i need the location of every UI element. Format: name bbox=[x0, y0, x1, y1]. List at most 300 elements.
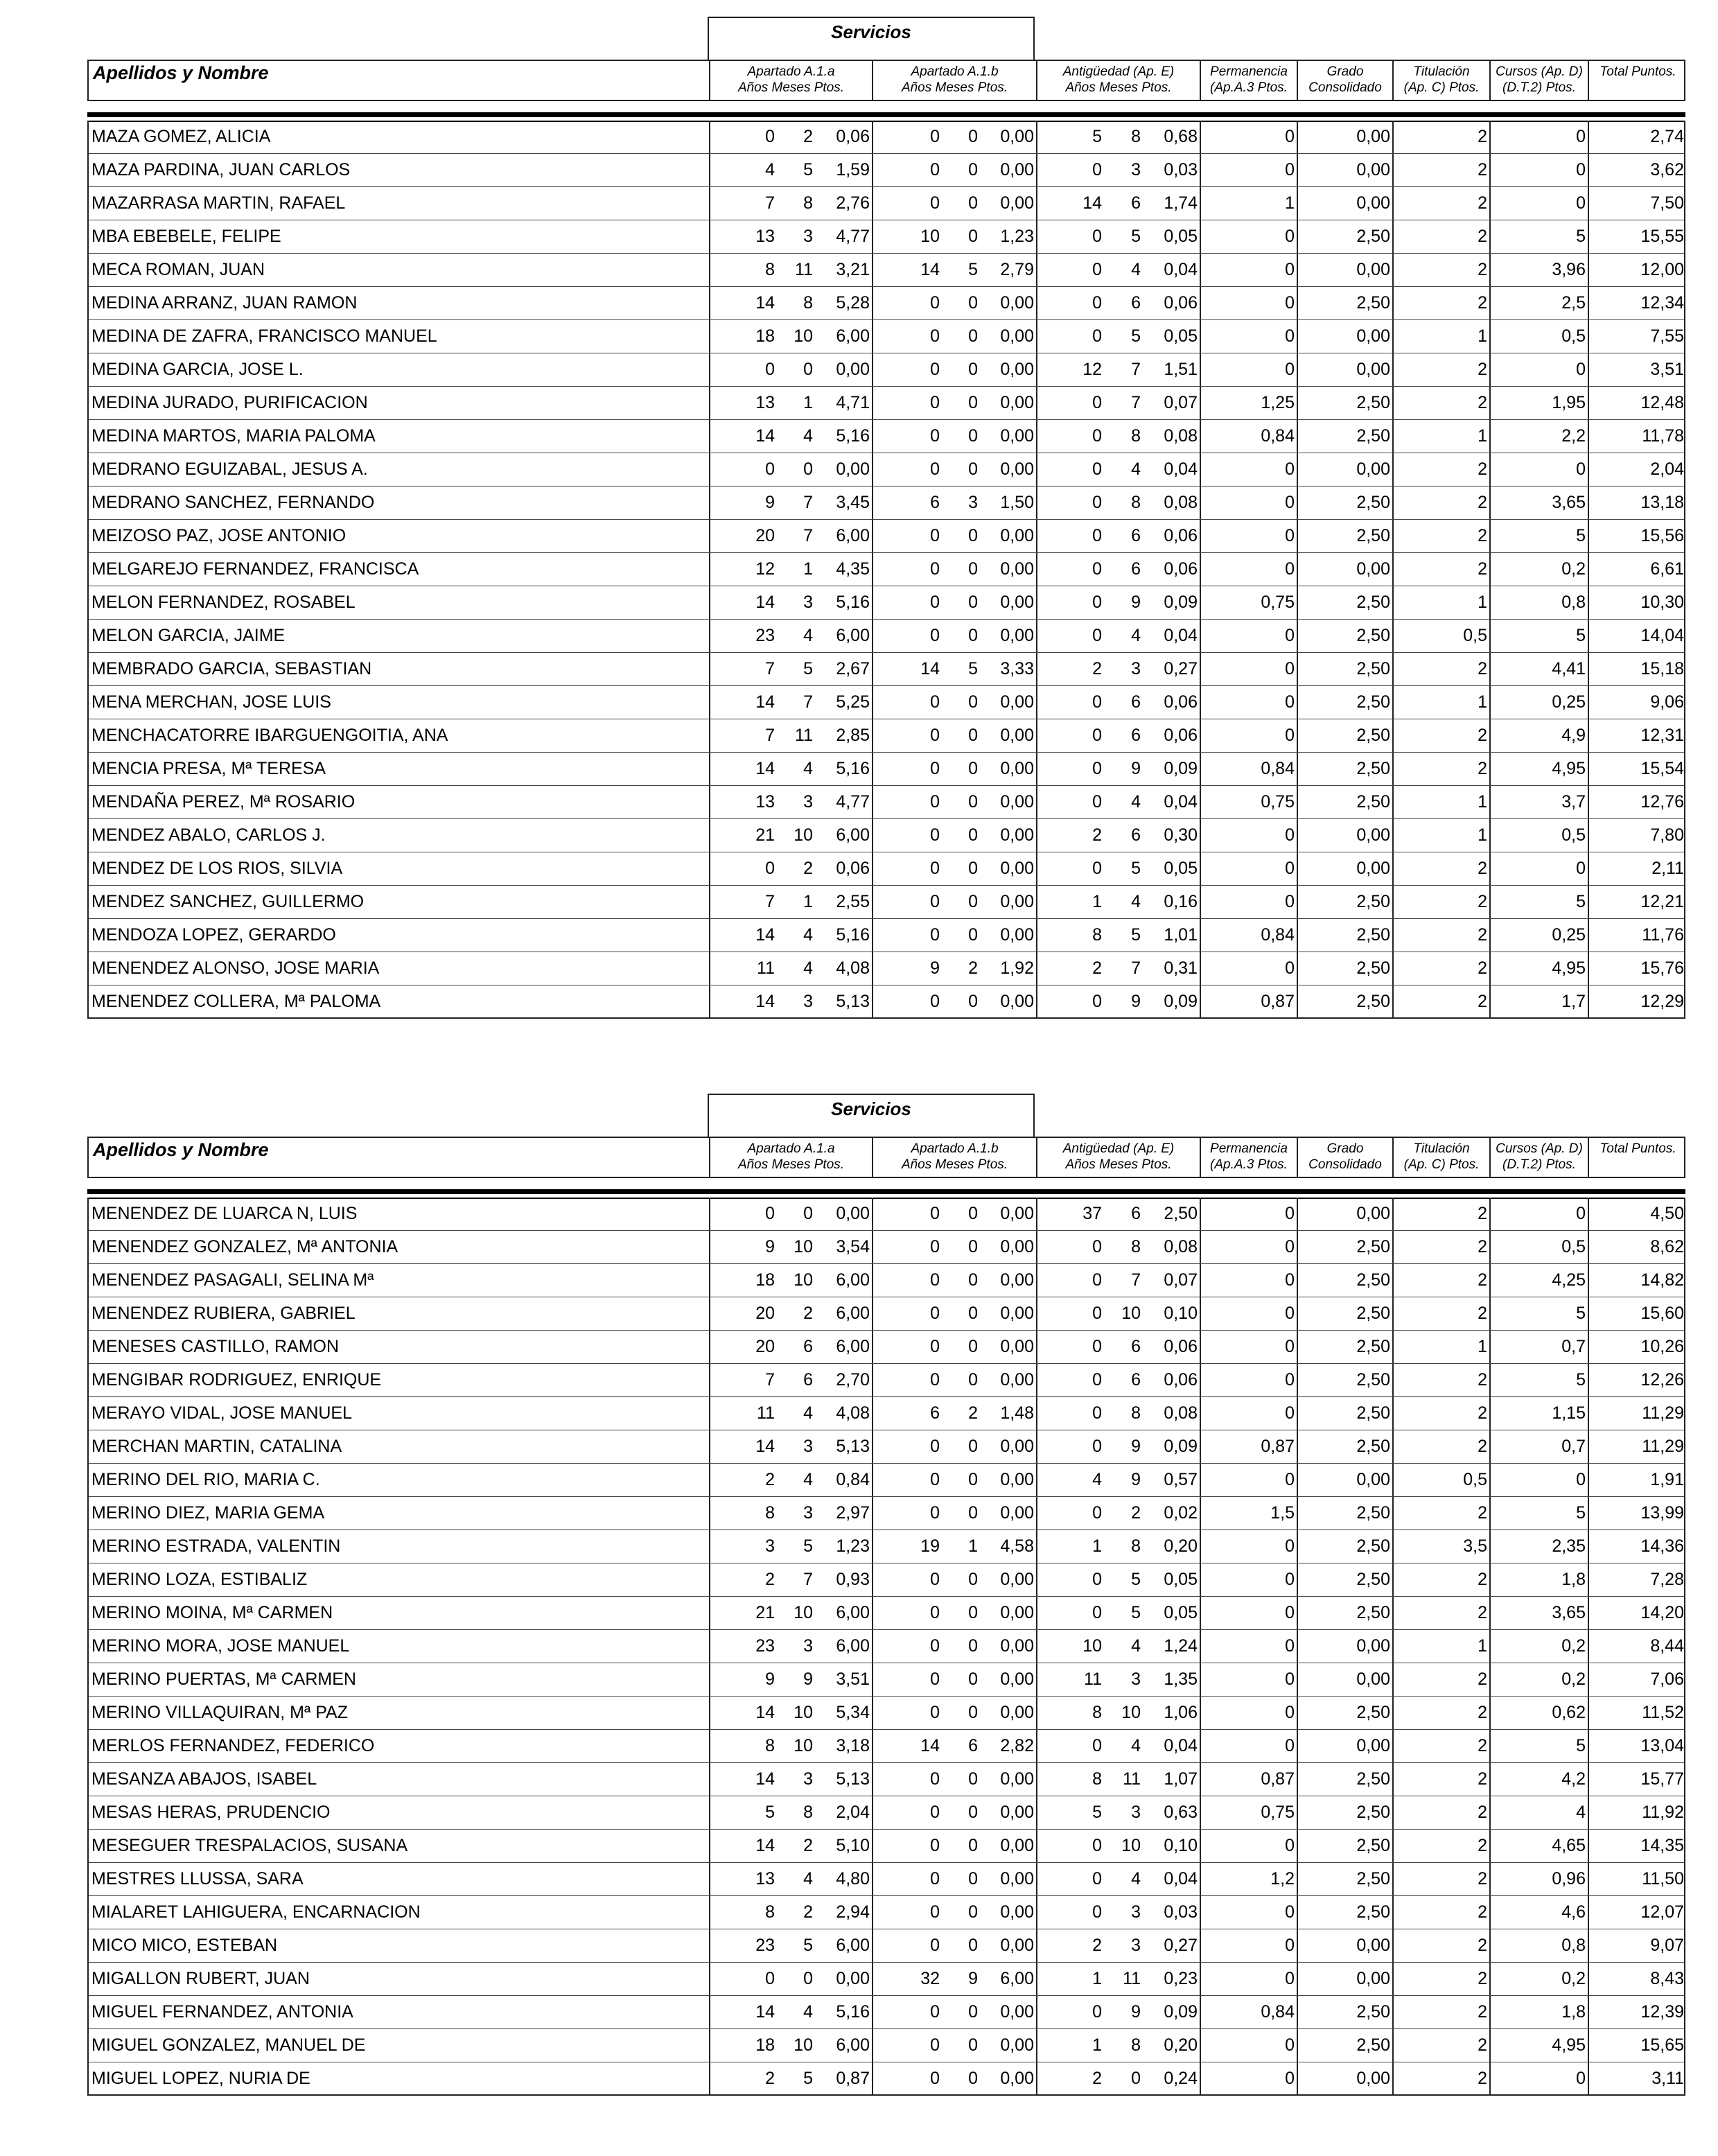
column-divider bbox=[1489, 220, 1491, 253]
value-cell: 3,5 bbox=[1463, 1536, 1487, 1556]
employee-name: MENDOZA LOPEZ, GERARDO bbox=[91, 925, 336, 945]
column-divider bbox=[1392, 1297, 1394, 1330]
value-cell: 18 bbox=[755, 326, 775, 346]
value-cell: 0,00 bbox=[1000, 1936, 1034, 1955]
value-cell: 7,80 bbox=[1650, 825, 1684, 845]
column-divider bbox=[709, 1929, 710, 1962]
column-divider bbox=[1489, 1397, 1491, 1430]
value-cell: 4 bbox=[803, 925, 813, 945]
column-divider bbox=[872, 719, 873, 752]
value-cell: 0 bbox=[930, 1270, 940, 1290]
column-divider bbox=[1392, 1630, 1394, 1663]
value-cell: 9 bbox=[968, 1969, 978, 1988]
value-cell: 0 bbox=[930, 692, 940, 712]
table-row bbox=[89, 1530, 1684, 1563]
column-divider bbox=[709, 187, 710, 220]
value-cell: 2 bbox=[1478, 659, 1487, 678]
value-cell: 12,48 bbox=[1640, 393, 1684, 412]
value-cell: 2 bbox=[1478, 526, 1487, 545]
value-cell: 2,50 bbox=[1356, 1304, 1390, 1323]
column-divider bbox=[1489, 1497, 1491, 1530]
table-row bbox=[89, 620, 1684, 653]
value-cell: 0 bbox=[930, 393, 940, 412]
column-divider bbox=[1200, 1497, 1201, 1530]
value-cell: 4,95 bbox=[1552, 958, 1586, 978]
value-cell: 0 bbox=[1285, 1570, 1295, 1589]
value-cell: 4 bbox=[1576, 1803, 1586, 1822]
value-cell: 0,84 bbox=[836, 1470, 870, 1489]
value-cell: 0,06 bbox=[836, 859, 870, 878]
value-cell: 6,00 bbox=[836, 2035, 870, 2055]
value-cell: 0 bbox=[1092, 859, 1102, 878]
column-divider bbox=[1036, 520, 1037, 552]
value-cell: 5,34 bbox=[836, 1703, 870, 1722]
value-cell: 0 bbox=[1576, 360, 1586, 379]
column-divider bbox=[1392, 952, 1394, 985]
column-divider bbox=[872, 1430, 873, 1463]
column-divider bbox=[1036, 2029, 1037, 2062]
column-divider bbox=[872, 985, 873, 1019]
column-divider bbox=[1489, 852, 1491, 885]
value-cell: 0,00 bbox=[1000, 1304, 1034, 1323]
column-divider bbox=[1200, 753, 1201, 785]
value-cell: 0 bbox=[1285, 493, 1295, 512]
column-divider bbox=[1200, 919, 1201, 952]
value-cell: 2 bbox=[1478, 1803, 1487, 1822]
value-cell: 5 bbox=[1576, 227, 1586, 246]
value-cell: 0 bbox=[1092, 1403, 1102, 1423]
column-divider bbox=[709, 320, 710, 353]
column-divider bbox=[1297, 1597, 1298, 1629]
value-cell: 0,00 bbox=[836, 360, 870, 379]
value-cell: 0 bbox=[968, 1703, 978, 1722]
column-header-8: Total Puntos. bbox=[1588, 61, 1687, 100]
column-divider bbox=[1392, 320, 1394, 353]
value-cell: 0 bbox=[1285, 1703, 1295, 1722]
value-cell: 12,29 bbox=[1640, 992, 1684, 1011]
column-divider bbox=[1297, 753, 1298, 785]
column-divider bbox=[1200, 220, 1201, 253]
value-cell: 3,54 bbox=[836, 1237, 870, 1256]
column-divider bbox=[1200, 1264, 1201, 1297]
value-cell: 14 bbox=[755, 759, 775, 778]
value-cell: 3 bbox=[1131, 659, 1141, 678]
column-divider bbox=[1200, 353, 1201, 386]
column-divider bbox=[1588, 220, 1589, 253]
value-cell: 1 bbox=[1092, 1536, 1102, 1556]
value-cell: 1 bbox=[1478, 426, 1487, 446]
value-cell: 0,09 bbox=[1164, 2002, 1198, 2022]
value-cell: 0 bbox=[930, 825, 940, 845]
value-cell: 0 bbox=[930, 360, 940, 379]
value-cell: 3,21 bbox=[836, 260, 870, 279]
column-divider bbox=[1392, 819, 1394, 852]
value-cell: 10,30 bbox=[1640, 593, 1684, 612]
value-cell: 0 bbox=[1092, 1902, 1102, 1922]
column-divider bbox=[872, 620, 873, 652]
column-divider bbox=[1392, 1397, 1394, 1430]
value-cell: 15,77 bbox=[1640, 1769, 1684, 1789]
value-cell: 0,00 bbox=[1000, 1703, 1034, 1722]
column-divider bbox=[1200, 852, 1201, 885]
value-cell: 2 bbox=[1478, 1703, 1487, 1722]
column-divider bbox=[1200, 786, 1201, 818]
column-divider bbox=[1392, 1530, 1394, 1563]
value-cell: 0,00 bbox=[1000, 825, 1034, 845]
value-cell: 3,7 bbox=[1561, 792, 1586, 812]
value-cell: 0,00 bbox=[1000, 459, 1034, 479]
value-cell: 0,00 bbox=[1000, 792, 1034, 812]
value-cell: 8 bbox=[1131, 2035, 1141, 2055]
value-cell: 5 bbox=[1131, 859, 1141, 878]
value-cell: 9 bbox=[765, 1669, 775, 1689]
column-divider bbox=[709, 1597, 710, 1629]
column-divider bbox=[1489, 1430, 1491, 1463]
value-cell: 12,00 bbox=[1640, 260, 1684, 279]
value-cell: 1 bbox=[803, 393, 813, 412]
value-cell: 0 bbox=[968, 692, 978, 712]
column-divider bbox=[1588, 353, 1589, 386]
value-cell: 2 bbox=[1478, 1669, 1487, 1689]
table-row bbox=[89, 586, 1684, 620]
employee-name: MELON GARCIA, JAIME bbox=[91, 626, 286, 645]
employee-name: MIGUEL FERNANDEZ, ANTONIA bbox=[91, 2002, 353, 2022]
value-cell: 0,20 bbox=[1164, 2035, 1198, 2055]
value-cell: 15,54 bbox=[1640, 759, 1684, 778]
column-divider bbox=[1588, 387, 1589, 419]
value-cell: 3,11 bbox=[1651, 2069, 1684, 2088]
value-cell: 2,04 bbox=[1650, 459, 1684, 479]
value-cell: 4 bbox=[1131, 1736, 1141, 1755]
value-cell: 2,11 bbox=[1651, 859, 1684, 878]
column-divider bbox=[1297, 1896, 1298, 1929]
value-cell: 0 bbox=[1285, 1636, 1295, 1656]
value-cell: 0 bbox=[1285, 526, 1295, 545]
value-cell: 10 bbox=[1082, 1636, 1102, 1656]
column-divider bbox=[872, 1830, 873, 1862]
value-cell: 12 bbox=[755, 559, 775, 579]
value-cell: 8 bbox=[765, 1902, 775, 1922]
value-cell: 2,76 bbox=[836, 193, 870, 213]
value-cell: 1,8 bbox=[1561, 2002, 1586, 2022]
column-divider bbox=[1297, 1264, 1298, 1297]
column-divider bbox=[1392, 1963, 1394, 1995]
value-cell: 14 bbox=[755, 593, 775, 612]
value-cell: 1 bbox=[1478, 825, 1487, 845]
value-cell: 0 bbox=[1285, 659, 1295, 678]
value-cell: 0,00 bbox=[1000, 1636, 1034, 1656]
column-divider bbox=[1200, 420, 1201, 453]
column-divider bbox=[1200, 1430, 1201, 1463]
value-cell: 1,74 bbox=[1164, 193, 1198, 213]
column-divider bbox=[1489, 1896, 1491, 1929]
value-cell: 0 bbox=[968, 1204, 978, 1223]
value-cell: 0 bbox=[765, 1969, 775, 1988]
value-cell: 8 bbox=[803, 193, 813, 213]
value-cell: 3 bbox=[803, 1503, 813, 1523]
value-cell: 12,26 bbox=[1640, 1370, 1684, 1390]
column-divider bbox=[872, 220, 873, 253]
employee-name: MENENDEZ RUBIERA, GABRIEL bbox=[91, 1304, 356, 1323]
value-cell: 14 bbox=[755, 1703, 775, 1722]
column-divider bbox=[1392, 121, 1394, 153]
column-divider bbox=[1036, 1530, 1037, 1563]
value-cell: 2 bbox=[1478, 459, 1487, 479]
value-cell: 0 bbox=[1576, 1470, 1586, 1489]
value-cell: 0,25 bbox=[1552, 925, 1586, 945]
value-cell: 1,07 bbox=[1164, 1769, 1198, 1789]
value-cell: 2,50 bbox=[1356, 2002, 1390, 2022]
employee-name: MIGUEL GONZALEZ, MANUEL DE bbox=[91, 2035, 366, 2055]
value-cell: 4,77 bbox=[836, 792, 870, 812]
value-cell: 0 bbox=[968, 1503, 978, 1523]
value-cell: 7 bbox=[765, 659, 775, 678]
value-cell: 18 bbox=[755, 2035, 775, 2055]
value-cell: 6 bbox=[1131, 526, 1141, 545]
value-cell: 0,00 bbox=[1356, 160, 1390, 179]
data-rows bbox=[87, 121, 1685, 1019]
value-cell: 2,50 bbox=[1356, 1237, 1390, 1256]
value-cell: 0,07 bbox=[1164, 1270, 1198, 1290]
column-divider bbox=[1489, 1597, 1491, 1629]
column-divider bbox=[1489, 786, 1491, 818]
column-divider bbox=[1297, 1530, 1298, 1563]
column-divider bbox=[1297, 1863, 1298, 1895]
value-cell: 2,50 bbox=[1356, 426, 1390, 446]
value-cell: 4,08 bbox=[836, 1403, 870, 1423]
value-cell: 2 bbox=[1092, 825, 1102, 845]
column-divider bbox=[1036, 686, 1037, 719]
value-cell: 5 bbox=[1131, 227, 1141, 246]
value-cell: 0,00 bbox=[1000, 526, 1034, 545]
column-divider bbox=[1297, 1364, 1298, 1396]
value-cell: 2,50 bbox=[1356, 293, 1390, 313]
column-divider bbox=[1200, 1796, 1201, 1829]
value-cell: 2 bbox=[1092, 2069, 1102, 2088]
column-divider bbox=[1392, 653, 1394, 685]
value-cell: 2 bbox=[1478, 958, 1487, 978]
value-cell: 0,63 bbox=[1164, 1803, 1198, 1822]
table-row bbox=[89, 220, 1684, 254]
value-cell: 0 bbox=[765, 127, 775, 146]
value-cell: 0 bbox=[1092, 726, 1102, 745]
employee-name: MENA MERCHAN, JOSE LUIS bbox=[91, 692, 331, 712]
value-cell: 0 bbox=[930, 726, 940, 745]
employee-name: MEDINA DE ZAFRA, FRANCISCO MANUEL bbox=[91, 326, 437, 346]
value-cell: 11,50 bbox=[1642, 1869, 1684, 1888]
value-cell: 0 bbox=[930, 127, 940, 146]
table-row bbox=[89, 1563, 1684, 1597]
column-divider bbox=[1588, 420, 1589, 453]
value-cell: 0 bbox=[1092, 160, 1102, 179]
value-cell: 0 bbox=[968, 2069, 978, 2088]
table-row bbox=[89, 2062, 1684, 2096]
value-cell: 10 bbox=[794, 1703, 813, 1722]
value-cell: 0 bbox=[1092, 759, 1102, 778]
value-cell: 0,7 bbox=[1561, 1337, 1586, 1356]
column-divider bbox=[1489, 553, 1491, 586]
value-cell: 0 bbox=[968, 825, 978, 845]
column-divider bbox=[1036, 387, 1037, 419]
column-divider bbox=[709, 620, 710, 652]
column-divider bbox=[1200, 1863, 1201, 1895]
value-cell: 8 bbox=[1092, 1769, 1102, 1789]
value-cell: 5 bbox=[1576, 1370, 1586, 1390]
column-divider bbox=[1297, 1929, 1298, 1962]
value-cell: 0,00 bbox=[1000, 160, 1034, 179]
column-divider bbox=[872, 886, 873, 918]
column-divider bbox=[1297, 1830, 1298, 1862]
value-cell: 0,16 bbox=[1164, 892, 1198, 911]
value-cell: 7,55 bbox=[1650, 326, 1684, 346]
value-cell: 4,35 bbox=[836, 559, 870, 579]
column-divider bbox=[1588, 187, 1589, 220]
column-divider bbox=[872, 487, 873, 519]
value-cell: 0 bbox=[1285, 1936, 1295, 1955]
column-divider bbox=[1588, 1264, 1589, 1297]
column-divider bbox=[1297, 586, 1298, 619]
column-divider bbox=[709, 453, 710, 486]
column-divider bbox=[1588, 1530, 1589, 1563]
column-divider bbox=[872, 753, 873, 785]
column-divider bbox=[1392, 220, 1394, 253]
value-cell: 0 bbox=[1576, 193, 1586, 213]
column-divider bbox=[709, 254, 710, 286]
value-cell: 1 bbox=[1478, 1337, 1487, 1356]
value-cell: 0,00 bbox=[1000, 193, 1034, 213]
value-cell: 0 bbox=[930, 160, 940, 179]
value-cell: 0,00 bbox=[1000, 1204, 1034, 1223]
value-cell: 0 bbox=[1092, 1270, 1102, 1290]
column-divider bbox=[1297, 719, 1298, 752]
value-cell: 0 bbox=[803, 459, 813, 479]
value-cell: 11 bbox=[1123, 1969, 1141, 1988]
value-cell: 3 bbox=[1131, 160, 1141, 179]
value-cell: 0 bbox=[1285, 1370, 1295, 1390]
column-divider bbox=[1392, 353, 1394, 386]
value-cell: 9 bbox=[1131, 593, 1141, 612]
value-cell: 2 bbox=[1478, 1403, 1487, 1423]
value-cell: 6,00 bbox=[1000, 1969, 1034, 1988]
employee-name: MECA ROMAN, JUAN bbox=[91, 260, 265, 279]
column-divider bbox=[1392, 154, 1394, 186]
column-divider bbox=[1036, 1963, 1037, 1995]
value-cell: 6,00 bbox=[836, 326, 870, 346]
column-divider bbox=[1489, 1830, 1491, 1862]
column-divider bbox=[1297, 886, 1298, 918]
value-cell: 5,16 bbox=[836, 426, 870, 446]
value-cell: 2,50 bbox=[1356, 1836, 1390, 1855]
value-cell: 8 bbox=[1131, 1536, 1141, 1556]
value-cell: 0 bbox=[803, 1204, 813, 1223]
column-divider bbox=[1489, 387, 1491, 419]
value-cell: 7 bbox=[803, 1570, 813, 1589]
name-column-header: Apellidos y Nombre bbox=[93, 62, 269, 83]
value-cell: 0,00 bbox=[1356, 326, 1390, 346]
value-cell: 2 bbox=[1478, 559, 1487, 579]
employee-name: MERAYO VIDAL, JOSE MANUEL bbox=[91, 1403, 353, 1423]
column-divider bbox=[1036, 1697, 1037, 1729]
column-divider bbox=[1297, 1430, 1298, 1463]
value-cell: 0 bbox=[968, 559, 978, 579]
value-cell: 2 bbox=[1478, 726, 1487, 745]
value-cell: 2 bbox=[1478, 759, 1487, 778]
value-cell: 4 bbox=[1131, 260, 1141, 279]
value-cell: 2,50 bbox=[1356, 1403, 1390, 1423]
column-header-2: Apartado A.1.b Años Meses Ptos. bbox=[872, 1138, 1036, 1177]
value-cell: 5 bbox=[803, 659, 813, 678]
value-cell: 0,5 bbox=[1463, 1470, 1487, 1489]
value-cell: 0 bbox=[1092, 992, 1102, 1011]
table-row bbox=[89, 1364, 1684, 1397]
value-cell: 5 bbox=[803, 1536, 813, 1556]
value-cell: 21 bbox=[755, 825, 775, 845]
header-rule-thick bbox=[87, 1189, 1685, 1194]
column-divider bbox=[872, 1730, 873, 1762]
value-cell: 0,75 bbox=[1261, 792, 1295, 812]
value-cell: 2 bbox=[803, 127, 813, 146]
column-divider bbox=[1392, 420, 1394, 453]
value-cell: 0 bbox=[968, 992, 978, 1011]
column-divider bbox=[1297, 220, 1298, 253]
column-divider bbox=[1489, 353, 1491, 386]
column-divider bbox=[1588, 1297, 1589, 1330]
value-cell: 0 bbox=[1285, 1204, 1295, 1223]
column-divider bbox=[1392, 1563, 1394, 1596]
column-divider bbox=[1297, 1763, 1298, 1796]
value-cell: 11,78 bbox=[1642, 426, 1684, 446]
value-cell: 7 bbox=[765, 726, 775, 745]
value-cell: 3,51 bbox=[836, 1669, 870, 1689]
table-row bbox=[89, 1996, 1684, 2029]
column-divider bbox=[1392, 886, 1394, 918]
value-cell: 0,75 bbox=[1261, 1803, 1295, 1822]
value-cell: 2,50 bbox=[1356, 992, 1390, 1011]
column-divider bbox=[1489, 2029, 1491, 2062]
value-cell: 2,50 bbox=[1356, 1370, 1390, 1390]
value-cell: 0,00 bbox=[1356, 1470, 1390, 1489]
column-divider bbox=[1489, 520, 1491, 552]
column-divider bbox=[1036, 420, 1037, 453]
employee-name: MENESES CASTILLO, RAMON bbox=[91, 1337, 340, 1356]
value-cell: 1,2 bbox=[1270, 1869, 1295, 1888]
column-divider bbox=[1392, 254, 1394, 286]
value-cell: 9,07 bbox=[1650, 1936, 1684, 1955]
employee-name: MEDINA MARTOS, MARIA PALOMA bbox=[91, 426, 376, 446]
value-cell: 14 bbox=[920, 260, 940, 279]
employee-name: MEDINA GARCIA, JOSE L. bbox=[91, 360, 304, 379]
column-divider bbox=[1588, 1663, 1589, 1696]
value-cell: 2,50 bbox=[1356, 726, 1390, 745]
value-cell: 0 bbox=[1285, 1736, 1295, 1755]
value-cell: 5 bbox=[1576, 526, 1586, 545]
column-divider bbox=[1392, 2062, 1394, 2096]
value-cell: 6,61 bbox=[1650, 559, 1684, 579]
value-cell: 2 bbox=[968, 1403, 978, 1423]
value-cell: 0 bbox=[930, 1204, 940, 1223]
value-cell: 2,04 bbox=[836, 1803, 870, 1822]
column-divider bbox=[709, 1630, 710, 1663]
column-divider bbox=[1392, 1597, 1394, 1629]
column-divider bbox=[709, 786, 710, 818]
column-divider bbox=[1036, 1430, 1037, 1463]
value-cell: 2 bbox=[1478, 2069, 1487, 2088]
value-cell: 0 bbox=[930, 426, 940, 446]
value-cell: 0 bbox=[930, 1902, 940, 1922]
value-cell: 0,04 bbox=[1164, 459, 1198, 479]
value-cell: 0 bbox=[930, 1370, 940, 1390]
value-cell: 1,23 bbox=[836, 1536, 870, 1556]
